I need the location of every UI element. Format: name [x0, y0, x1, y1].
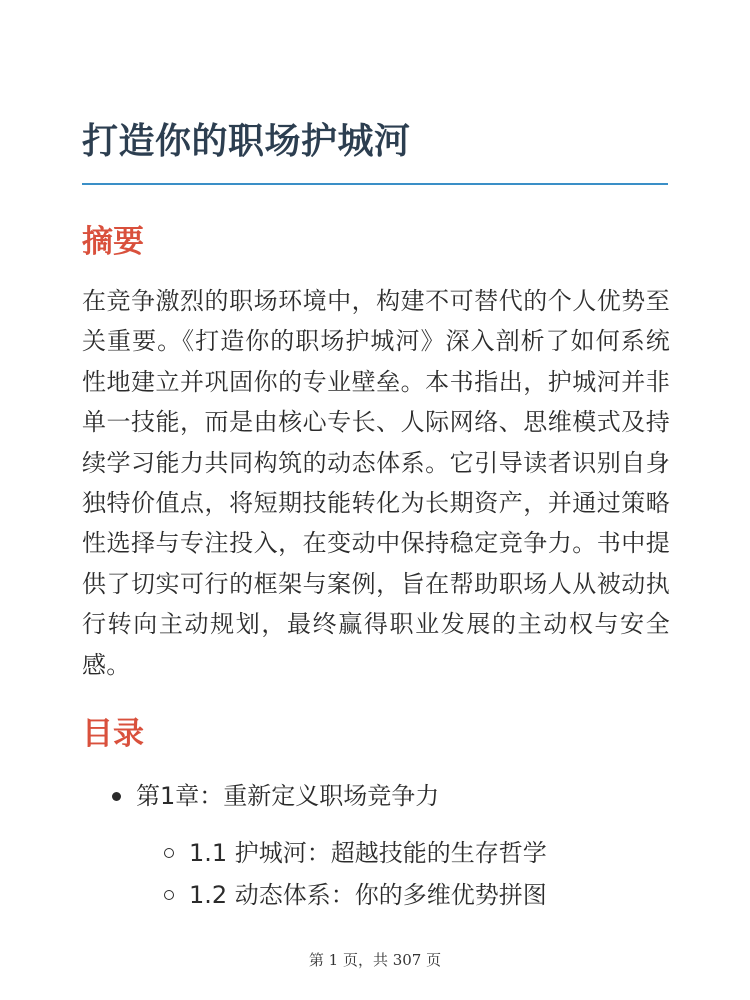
toc-chapter-1 — [82, 776, 682, 818]
document-title: 打造你的职场护城河 — [82, 121, 411, 162]
bullet-hollow-icon — [164, 890, 174, 900]
toc-section-label: 1.2 动态体系：你的多维优势拼图 — [189, 881, 547, 909]
toc-section-1-1 — [82, 833, 682, 875]
toc-heading: 目录 — [82, 716, 144, 752]
bullet-filled-icon — [112, 792, 121, 801]
bullet-hollow-icon — [164, 848, 174, 858]
table-of-contents — [82, 776, 682, 917]
abstract-paragraph: 在竞争激烈的职场环境中，构建不可替代的个人优势至关重要。《打造你的职场护城河》深入剖析了如何系统性地建立并巩固你的专业壁垒。本书指出，护城河并非单一技能，而是由核心专长、人际网络、思维模式及持续学习能力共同构筑的动态体系。它引导读者识别自身独特价值点，将短期技能转化为长期资产，并通过策略性选择与专注投入，在变动中保持稳定竞争力。书中提供了切实可行的框架与案例，旨在帮助职场人从被动执行转向主动规划，最终赢得职业发展的主动权与安全感。 — [82, 287, 670, 679]
title-divider — [82, 183, 668, 185]
toc-section-1-2 — [82, 875, 682, 917]
abstract-heading: 摘要 — [82, 224, 144, 260]
toc-section-label: 1.1 护城河：超越技能的生存哲学 — [189, 839, 547, 867]
page-number-footer: 第 1 页，共 307 页 — [308, 951, 442, 969]
toc-chapter-label: 第1章：重新定义职场竞争力 — [136, 782, 440, 810]
